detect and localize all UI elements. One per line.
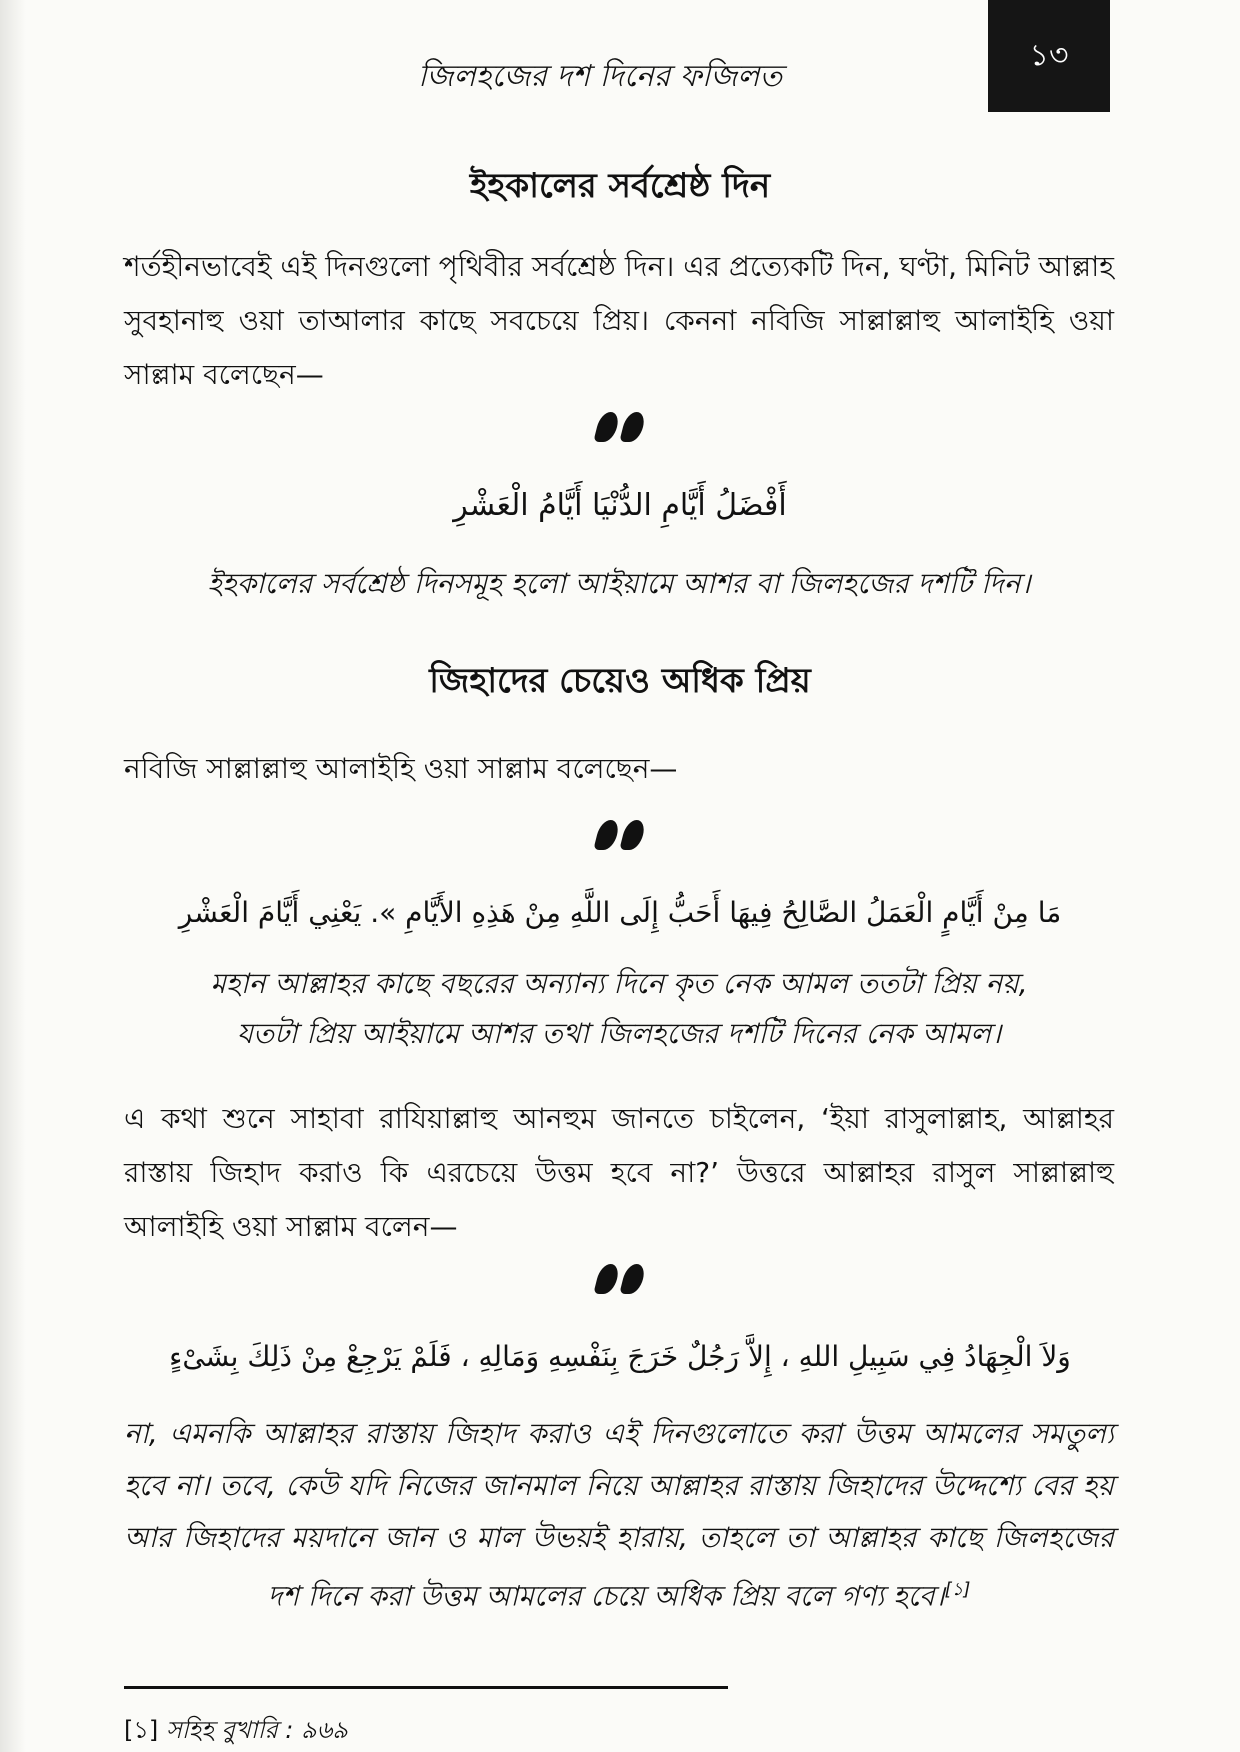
arabic-quote-2: مَا مِنْ أَيَّامٍ الْعَمَلُ الصَّالِحُ فِيهَا أَحَبُّ إِلَى اللَّهِ مِنْ هَذِهِ الأَيَّامِ ». يَعْنِي أَيَّامَ الْعَشْرِ bbox=[178, 896, 1062, 929]
page-number bbox=[988, 0, 1110, 112]
translation-2-line-1: মহান আল্লাহর কাছে বছরের অন্যান্য দিনে কৃত নেক আমল ততটা প্রিয় নয়, bbox=[210, 967, 1028, 1000]
footnote bbox=[124, 1712, 348, 1752]
section-heading-1: ইহকালের সর্বশ্রেষ্ঠ দিন bbox=[469, 166, 771, 206]
section-heading-2: জিহাদের চেয়েও অধিক প্রিয় bbox=[429, 661, 811, 701]
footnote-marker[interactable]: [১] bbox=[944, 1579, 971, 1600]
quote-mark-icon bbox=[590, 820, 650, 860]
quote-mark-icon bbox=[590, 1264, 650, 1304]
footnote-reference: সহিহ বুখারি : ৯৬৯ bbox=[165, 1716, 348, 1744]
translation-3-text: না, এমনকি আল্লাহর রাস্তায় জিহাদ করাও এই দিনগুলোতে করা উত্তম আমলের সমতুল্য হবে না। তবে, কেউ যদি নিজের জানমাল নিয়ে আল্লাহর রাস্তায় জিহাদের উদ্দেশ্যে বের হয় আর জিহাদের ময়দানে জান ও মাল উভয়ই হারায়, তাহলে তা আল্লাহর কাছে জিলহজের দশ দিনে করা উত্তম আমলের চেয়ে অধিক প্রিয় বলে গণ্য হবে। bbox=[124, 1417, 1114, 1613]
translation-1: ইহকালের সর্বশ্রেষ্ঠ দিনসমূহ হলো আইয়ামে আশর বা জিলহজের দশটি দিন। bbox=[207, 567, 1031, 600]
section1-paragraph: শর্তহীনভাবেই এই দিনগুলো পৃথিবীর সর্বশ্রেষ্ঠ দিন। এর প্রত্যেকটি দিন, ঘণ্টা, মিনিট আল্লাহ সুবহানাহু ওয়া তাআলার কাছে সবচেয়ে প্রিয়। কেননা নবিজি সাল্লাল্লাহু আলাইহি ওয়া সাল্লাম বলেছেন— bbox=[124, 250, 1114, 391]
arabic-quote-3: وَلاَ الْجِهَادُ فِي سَبِيلِ اللهِ ، إِلاَّ رَجُلٌ خَرَجَ بِنَفْسِهِ وَمَالِهِ ، فَلَمْ يَرْجِعْ مِنْ ذَلِكَ بِشَىْءٍ bbox=[169, 1340, 1071, 1373]
section2-paragraph: নবিজি সাল্লাল্লাহু আলাইহি ওয়া সাল্লাম বলেছেন— bbox=[124, 752, 678, 785]
arabic-quote-1: أَفْضَلُ أَيَّامِ الدُّنْيَا أَيَّامُ الْعَشْرِ bbox=[453, 488, 787, 523]
quote-mark-icon bbox=[590, 412, 650, 452]
footnote-number: [১] bbox=[124, 1716, 159, 1744]
page-number-text: ১৩ bbox=[1029, 37, 1069, 73]
binding-shadow bbox=[0, 0, 26, 1752]
translation-2-line-2: যতটা প্রিয় আইয়ামে আশর তথা জিলহজের দশটি দিনের নেক আমল। bbox=[236, 1017, 1002, 1050]
translation-3 bbox=[124, 1408, 1114, 1622]
running-title: জিলহজের দশ দিনের ফজিলত bbox=[417, 59, 783, 94]
section2-paragraph-2: এ কথা শুনে সাহাবা রাযিয়াল্লাহু আনহুম জানতে চাইলেন, ‘ইয়া রাসুলাল্লাহ, আল্লাহর রাস্তায় জিহাদ করাও কি এরচেয়ে উত্তম হবে না?’ উত্তরে আল্লাহর রাসুল সাল্লাল্লাহু আলাইহি ওয়া সাল্লাম বলেন— bbox=[124, 1102, 1114, 1243]
footnote-rule bbox=[124, 1686, 728, 1689]
